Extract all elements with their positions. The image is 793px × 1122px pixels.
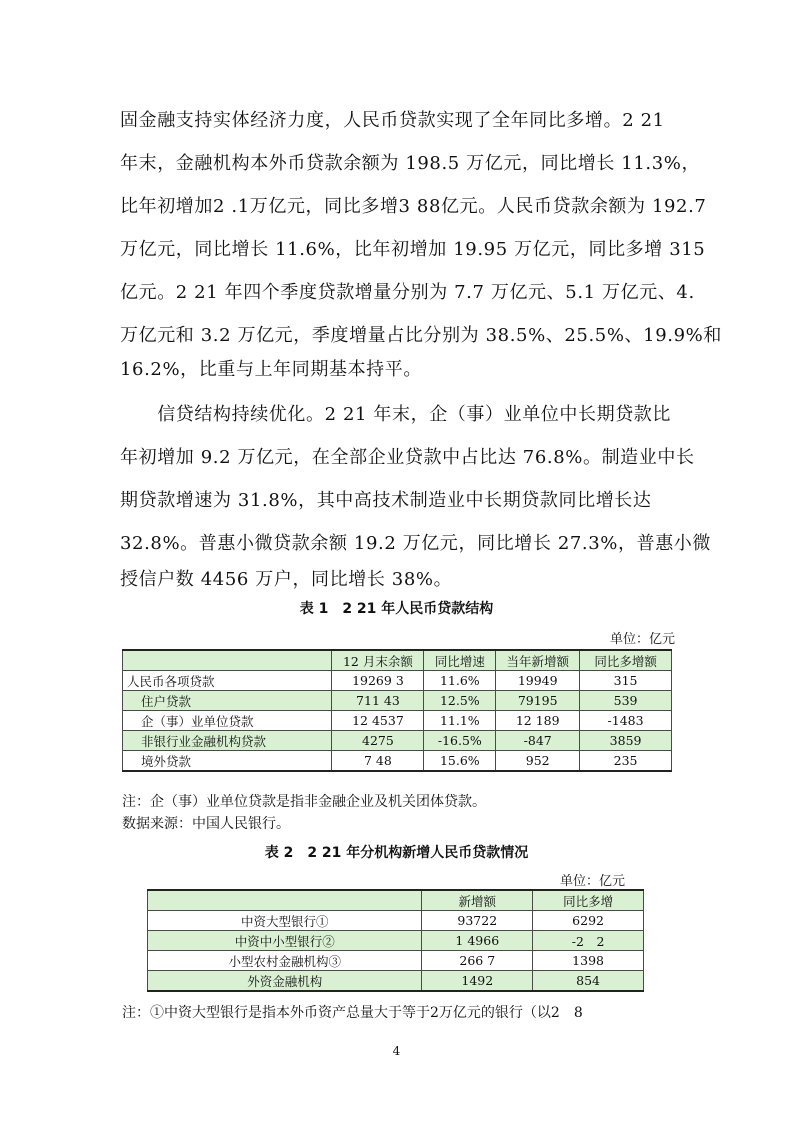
text-line: 亿元。2 21 年四个季度贷款增量分别为 7.7 万亿元、5.1 万亿元、4.	[120, 282, 695, 303]
cell: 11.1%	[424, 711, 496, 731]
row-label: 外资金融机构	[148, 971, 422, 992]
row-label: 小型农村金融机构③	[148, 951, 422, 971]
table-1	[122, 649, 672, 772]
table-row	[123, 731, 672, 751]
cell: 93722	[422, 911, 533, 931]
row-label: 中资中小型银行②	[148, 931, 422, 951]
row-label: 住户贷款	[123, 691, 332, 711]
cell: 952	[496, 751, 580, 772]
cell: 711 43	[332, 691, 424, 711]
page-number: 4	[392, 1044, 401, 1058]
table-row	[123, 671, 672, 691]
cell: 539	[580, 691, 672, 711]
header-cell: 新增额	[422, 890, 533, 911]
table-1-unit: 单位：亿元	[609, 632, 675, 647]
cell: 1492	[422, 971, 533, 992]
cell: 12.5%	[424, 691, 496, 711]
table-2-unit: 单位：亿元	[559, 874, 625, 889]
table-2	[147, 889, 644, 992]
table-row	[148, 911, 644, 931]
table-row	[148, 971, 644, 992]
text-line: 固金融支持实体经济力度，人民币贷款实现了全年同比多增。2 21	[120, 110, 665, 131]
cell: -2 2	[533, 931, 644, 951]
cell: 19949	[496, 671, 580, 691]
text-line: 信贷结构持续优化。2 21 年末，企（事）业单位中长期贷款比	[120, 404, 671, 425]
row-label: 企（事）业单位贷款	[123, 711, 332, 731]
header-cell: 同比多增额	[580, 650, 672, 671]
cell: -1483	[580, 711, 672, 731]
cell: 12 4537	[332, 711, 424, 731]
cell: 3859	[580, 731, 672, 751]
row-label: 非银行业金融机构贷款	[123, 731, 332, 751]
text-line: 万亿元和 3.2 万亿元，季度增量占比分别为 38.5%、25.5%、19.9%和	[120, 325, 722, 346]
cell: 19269 3	[332, 671, 424, 691]
table-row	[123, 711, 672, 731]
row-label: 中资大型银行①	[148, 911, 422, 931]
cell: 11.6%	[424, 671, 496, 691]
cell: 266 7	[422, 951, 533, 971]
table-1-caption: 表 1 2 21 年人民币贷款结构	[299, 601, 494, 617]
text-line: 32.8%。普惠小微贷款余额 19.2 万亿元，同比增长 27.3%，普惠小微	[120, 533, 712, 554]
header-cell	[123, 650, 332, 671]
cell: -847	[496, 731, 580, 751]
table-1-note: 注：企（事）业单位贷款是指非金融企业及机关团体贷款。	[122, 794, 486, 810]
table-2-caption: 表 2 2 21 年分机构新增人民币贷款情况	[264, 845, 529, 861]
table-row	[148, 931, 644, 951]
text-line: 16.2%，比重与上年同期基本持平。	[120, 359, 422, 380]
text-line: 期贷款增速为 31.8%，其中高技术制造业中长期贷款同比增长达	[120, 490, 652, 511]
text-line: 年初增加 9.2 万亿元，在全部企业贷款中占比达 76.8%。制造业中长	[120, 447, 695, 468]
cell: 854	[533, 971, 644, 992]
header-cell: 12 月末余额	[332, 650, 424, 671]
header-cell: 同比增速	[424, 650, 496, 671]
row-label: 境外贷款	[123, 751, 332, 772]
text-line: 比年初增加2 .1万亿元，同比多增3 88亿元。人民币贷款余额为 192.7	[120, 196, 707, 217]
cell: 12 189	[496, 711, 580, 731]
table-row	[123, 691, 672, 711]
cell: 1 4966	[422, 931, 533, 951]
row-label: 人民币各项贷款	[123, 671, 332, 691]
cell: -16.5%	[424, 731, 496, 751]
table-2-note: 注：①中资大型银行是指本外币资产总量大于等于2万亿元的银行（以2 8	[122, 1005, 583, 1021]
table-header-row	[148, 890, 644, 911]
cell: 6292	[533, 911, 644, 931]
cell: 79195	[496, 691, 580, 711]
cell: 15.6%	[424, 751, 496, 772]
cell: 315	[580, 671, 672, 691]
table-row	[123, 751, 672, 772]
table-row	[148, 951, 644, 971]
data-source: 数据来源：中国人民银行。	[122, 816, 290, 832]
text-line: 年末，金融机构本外币贷款余额为 198.5 万亿元，同比增长 11.3%，	[120, 153, 701, 174]
cell: 4275	[332, 731, 424, 751]
table-header-row	[123, 650, 672, 671]
text-line: 万亿元，同比增长 11.6%，比年初增加 19.95 万亿元，同比多增 315	[120, 239, 706, 260]
text-line: 授信户数 4456 万户，同比增长 38%。	[120, 569, 453, 590]
cell: 7 48	[332, 751, 424, 772]
header-cell: 同比多增	[533, 890, 644, 911]
header-cell: 当年新增额	[496, 650, 580, 671]
header-cell	[148, 890, 422, 911]
cell: 235	[580, 751, 672, 772]
cell: 1398	[533, 951, 644, 971]
